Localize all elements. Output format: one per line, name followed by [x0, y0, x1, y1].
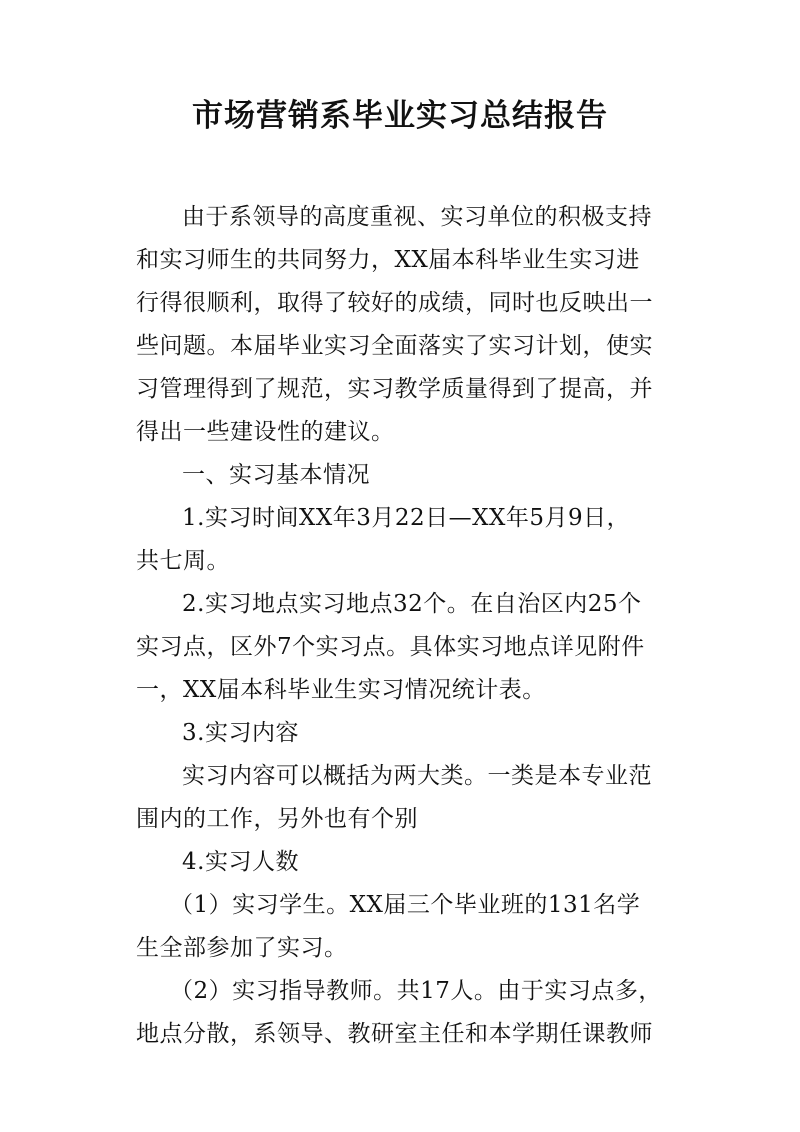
paragraph-line: 习管理得到了规范，实习教学质量得到了提高，并: [136, 376, 653, 402]
paragraph-line: 实习内容可以概括为两大类。一类是本专业范: [182, 763, 652, 789]
document-title: 市场营销系毕业实习总结报告: [192, 98, 608, 134]
document-body: [136, 196, 676, 1056]
paragraph-line: 共七周。: [136, 548, 230, 574]
paragraph-line: 由于系领导的高度重视、实习单位的积极支持: [182, 204, 652, 230]
paragraph-line: （1）实习学生。XX届三个毕业班的131名学: [170, 892, 641, 918]
subsection-heading: 3.实习内容: [182, 720, 299, 746]
paragraph-line: 1.实习时间XX年3月22日—XX年5月9日，: [182, 505, 631, 531]
paragraph-line: 实习点，区外7个实习点。具体实习地点详见附件: [136, 634, 645, 660]
paragraph-line: 和实习师生的共同努力，XX届本科毕业生实习进: [136, 247, 640, 273]
paragraph-line: 围内的工作，另外也有个别: [136, 806, 418, 832]
paragraph-line: 行得很顺利，取得了较好的成绩，同时也反映出一: [136, 290, 653, 316]
section-heading: 一、实习基本情况: [182, 462, 370, 488]
paragraph-line: 些问题。本届毕业实习全面落实了实习计划，使实: [136, 333, 653, 359]
paragraph-line: 得出一些建设性的建议。: [136, 419, 395, 445]
paragraph-line: 2.实习地点实习地点32个。在自治区内25个: [182, 591, 642, 617]
paragraph-line: 生全部参加了实习。: [136, 935, 348, 961]
paragraph-line: 一，XX届本科毕业生实习情况统计表。: [136, 677, 546, 703]
subsection-heading: 4.实习人数: [182, 849, 299, 875]
paragraph-line: （2）实习指导教师。共17人。由于实习点多，: [170, 978, 662, 1004]
paragraph-line: 地点分散，系领导、教研室主任和本学期任课教师: [136, 1021, 653, 1047]
